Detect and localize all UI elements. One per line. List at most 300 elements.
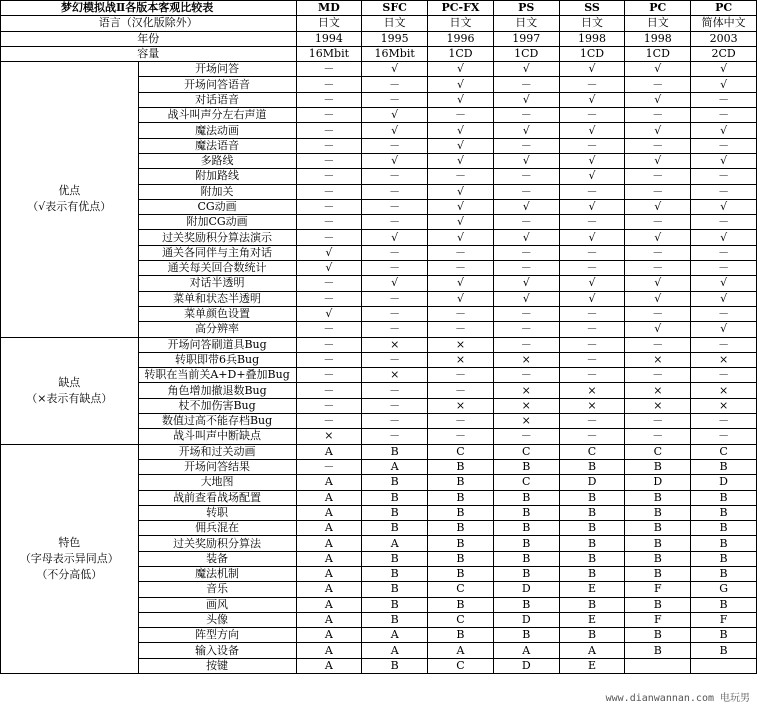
feature-cell: √ [625,291,691,306]
feature-cell: B [691,551,757,566]
meta-cell: 1CD [428,46,494,61]
feature-cell: √ [428,77,494,92]
table-row [1,337,757,352]
feature-cell: B [428,551,494,566]
feature-cell: B [559,551,625,566]
feature-cell: B [691,628,757,643]
meta-cell: 1CD [493,46,559,61]
feature-cell: × [493,414,559,429]
feature-cell: B [428,628,494,643]
feature-cell: － [691,138,757,153]
table-row [1,444,757,459]
table-title: 梦幻模拟战Ⅱ各版本客观比较表 [1,1,297,16]
feature-cell: × [691,383,757,398]
feature-cell: √ [493,92,559,107]
meta-cell: 简体中文 [691,16,757,31]
platform-header: SS [559,1,625,16]
feature-cell: － [691,368,757,383]
feature-cell: √ [625,276,691,291]
feature-cell: － [428,414,494,429]
feature-cell: － [493,245,559,260]
feature-label: 开场问答结果 [138,459,296,474]
feature-cell: A [559,643,625,658]
feature-cell: － [493,306,559,321]
meta-cell: 1995 [362,31,428,46]
feature-cell: √ [362,230,428,245]
feature-cell: － [296,459,362,474]
feature-cell: － [362,261,428,276]
section-label-line: 缺点 [58,375,81,389]
feature-cell: － [493,184,559,199]
feature-cell: A [296,658,362,673]
feature-cell: √ [493,123,559,138]
feature-cell: B [559,566,625,581]
feature-cell: － [691,429,757,444]
feature-cell: － [559,215,625,230]
feature-cell: － [625,245,691,260]
feature-cell: B [493,505,559,520]
feature-cell: － [362,322,428,337]
feature-cell: － [625,215,691,230]
feature-cell: A [296,566,362,581]
feature-cell: － [493,77,559,92]
platform-header: PC [625,1,691,16]
platform-header: MD [296,1,362,16]
feature-cell: B [559,490,625,505]
feature-cell: F [625,582,691,597]
feature-cell: － [428,261,494,276]
feature-label: 输入设备 [138,643,296,658]
meta-cell: 1996 [428,31,494,46]
feature-cell: － [559,368,625,383]
feature-cell: √ [296,245,362,260]
feature-cell: － [691,215,757,230]
table-row [1,62,757,77]
meta-cell: 日文 [428,16,494,31]
feature-cell: B [625,643,691,658]
meta-cell: 1998 [559,31,625,46]
feature-cell: D [559,475,625,490]
feature-cell: － [362,92,428,107]
feature-cell: － [559,138,625,153]
feature-label: 高分辨率 [138,322,296,337]
feature-cell: － [362,215,428,230]
feature-cell: B [625,551,691,566]
feature-cell: E [559,658,625,673]
meta-cell: 1CD [625,46,691,61]
feature-cell: A [296,521,362,536]
feature-label: 音乐 [138,582,296,597]
platform-header: PS [493,1,559,16]
feature-cell: √ [691,62,757,77]
feature-cell: － [362,383,428,398]
feature-cell: √ [428,153,494,168]
feature-cell: A [493,643,559,658]
meta-cell: 1CD [559,46,625,61]
feature-cell: √ [362,108,428,123]
feature-cell: √ [625,230,691,245]
feature-label: 魔法语音 [138,138,296,153]
feature-cell: √ [559,153,625,168]
section-label-line: （√表示有优点） [27,200,112,214]
feature-cell: － [691,414,757,429]
feature-label: 装备 [138,551,296,566]
feature-cell: × [296,429,362,444]
feature-cell: A [296,505,362,520]
feature-cell: B [428,536,494,551]
feature-cell: － [493,261,559,276]
feature-cell: A [362,459,428,474]
feature-cell: E [559,582,625,597]
feature-label: 过关奖励积分算法演示 [138,230,296,245]
feature-cell: √ [625,199,691,214]
feature-cell: B [559,628,625,643]
feature-cell: － [625,368,691,383]
feature-cell: － [625,306,691,321]
feature-cell: － [493,429,559,444]
feature-label: 对话语音 [138,92,296,107]
feature-cell: × [625,383,691,398]
feature-cell: √ [625,153,691,168]
feature-cell: － [559,108,625,123]
platform-header: PC-FX [428,1,494,16]
meta-cell: 日文 [362,16,428,31]
feature-cell: B [691,597,757,612]
feature-label: 开场问答刷道具Bug [138,337,296,352]
feature-cell: － [296,352,362,367]
feature-cell: － [691,306,757,321]
feature-cell: √ [691,123,757,138]
feature-cell: F [691,612,757,627]
feature-cell: － [493,108,559,123]
feature-cell: － [296,62,362,77]
feature-cell: － [691,245,757,260]
feature-label: 杖不加伤害Bug [138,398,296,413]
feature-cell: × [559,398,625,413]
feature-cell: B [493,628,559,643]
feature-cell: × [625,398,691,413]
feature-cell: D [493,612,559,627]
feature-cell: － [362,199,428,214]
feature-cell: B [362,597,428,612]
feature-cell: √ [559,62,625,77]
feature-cell: － [493,368,559,383]
feature-cell: √ [428,276,494,291]
feature-cell: B [625,490,691,505]
feature-label: 阵型方向 [138,628,296,643]
watermark-text: www.dianwannan.com 电玩男 [605,693,750,704]
feature-cell: B [428,521,494,536]
feature-label: 转职即带6兵Bug [138,352,296,367]
feature-cell: － [428,383,494,398]
feature-cell: E [559,612,625,627]
feature-label: 菜单和状态半透明 [138,291,296,306]
feature-cell: B [625,597,691,612]
feature-label: 附加CG动画 [138,215,296,230]
feature-cell: √ [493,62,559,77]
feature-cell: － [559,184,625,199]
feature-cell: B [625,536,691,551]
feature-cell: √ [625,322,691,337]
feature-cell: B [691,643,757,658]
feature-cell: B [691,521,757,536]
feature-cell: A [296,628,362,643]
feature-cell: √ [691,276,757,291]
feature-cell: A [362,628,428,643]
feature-cell: － [625,138,691,153]
feature-cell: B [493,536,559,551]
feature-cell: √ [362,276,428,291]
feature-cell: B [625,459,691,474]
feature-label: 战斗叫声中断缺点 [138,429,296,444]
feature-label: 角色增加撤退数Bug [138,383,296,398]
feature-cell: √ [559,291,625,306]
feature-cell: × [625,352,691,367]
feature-cell: B [625,521,691,536]
feature-label: 附加关 [138,184,296,199]
feature-cell: B [362,444,428,459]
feature-cell: B [362,582,428,597]
feature-cell: √ [493,153,559,168]
feature-label: 转职在当前关A+D+叠加Bug [138,368,296,383]
feature-cell: A [362,643,428,658]
feature-cell: √ [362,153,428,168]
feature-cell: － [296,215,362,230]
feature-label: 战斗叫声分左右声道 [138,108,296,123]
meta-row [1,46,757,61]
feature-label: 通关每关回合数统计 [138,261,296,276]
feature-cell: √ [296,306,362,321]
feature-cell: － [428,368,494,383]
feature-cell: √ [428,215,494,230]
feature-cell: C [493,444,559,459]
feature-cell: － [559,337,625,352]
feature-cell: √ [428,92,494,107]
feature-cell: － [296,398,362,413]
feature-cell: C [428,444,494,459]
feature-cell: B [691,505,757,520]
section-label [1,444,139,673]
feature-cell [625,658,691,673]
feature-label: 按键 [138,658,296,673]
feature-cell: × [428,352,494,367]
feature-cell: － [296,108,362,123]
feature-cell: √ [493,199,559,214]
feature-cell: － [625,108,691,123]
feature-cell [691,658,757,673]
feature-cell: － [428,306,494,321]
feature-cell: √ [362,62,428,77]
feature-cell: － [296,92,362,107]
feature-cell: B [362,566,428,581]
feature-cell: － [362,398,428,413]
feature-cell: C [559,444,625,459]
feature-cell: B [493,521,559,536]
feature-cell: F [625,612,691,627]
header-row [1,1,757,16]
feature-cell: A [296,612,362,627]
feature-cell: B [625,628,691,643]
feature-label: 过关奖励积分算法 [138,536,296,551]
feature-cell: D [625,475,691,490]
section-label-line: （字母表示异同点） [19,551,119,565]
section-label-line: （×表示有缺点） [26,391,113,405]
meta-label: 容量 [1,46,297,61]
feature-label: 菜单颜色设置 [138,306,296,321]
feature-cell: A [428,643,494,658]
feature-cell: √ [625,62,691,77]
feature-cell: √ [428,230,494,245]
meta-cell: 1994 [296,31,362,46]
feature-cell: × [493,352,559,367]
feature-cell: √ [493,230,559,245]
feature-cell: － [559,261,625,276]
feature-cell: B [362,475,428,490]
meta-cell: 日文 [559,16,625,31]
feature-cell: － [296,184,362,199]
platform-header: SFC [362,1,428,16]
feature-cell: √ [691,77,757,92]
feature-label: 附加路线 [138,169,296,184]
feature-cell: × [691,398,757,413]
feature-label: 佣兵混在 [138,521,296,536]
feature-cell: √ [559,230,625,245]
feature-label: 魔法动画 [138,123,296,138]
feature-cell: － [493,215,559,230]
feature-cell: － [625,184,691,199]
feature-cell: B [428,566,494,581]
feature-cell: B [428,459,494,474]
meta-cell: 16Mbit [362,46,428,61]
feature-cell: B [493,597,559,612]
meta-cell: 2CD [691,46,757,61]
feature-cell: － [362,245,428,260]
feature-cell: － [691,169,757,184]
feature-cell: √ [625,92,691,107]
feature-cell: － [362,291,428,306]
feature-label: 大地图 [138,475,296,490]
feature-cell: － [691,261,757,276]
feature-cell: √ [362,123,428,138]
feature-cell: × [559,383,625,398]
feature-cell: × [493,398,559,413]
feature-label: 数值过高不能存档Bug [138,414,296,429]
feature-cell: D [493,582,559,597]
feature-cell: √ [691,153,757,168]
feature-cell: √ [493,276,559,291]
feature-cell: － [493,337,559,352]
feature-cell: － [362,77,428,92]
feature-label: 开场问答语音 [138,77,296,92]
feature-cell: － [296,368,362,383]
feature-cell: － [296,322,362,337]
feature-cell: － [428,245,494,260]
feature-cell: B [362,490,428,505]
feature-cell: － [559,429,625,444]
feature-cell: B [559,505,625,520]
feature-cell: － [362,429,428,444]
feature-cell: √ [559,92,625,107]
feature-cell: B [362,658,428,673]
feature-cell: √ [559,199,625,214]
meta-cell: 日文 [625,16,691,31]
feature-cell: √ [493,291,559,306]
feature-cell: × [428,398,494,413]
feature-cell: √ [559,276,625,291]
feature-cell: √ [428,199,494,214]
feature-cell: × [362,337,428,352]
feature-cell: √ [296,261,362,276]
meta-cell: 1997 [493,31,559,46]
section-label-line: （不分高低） [36,567,103,581]
feature-cell: － [625,337,691,352]
meta-cell: 日文 [493,16,559,31]
feature-cell: － [625,261,691,276]
feature-cell: － [362,414,428,429]
feature-cell: B [428,475,494,490]
feature-cell: － [493,169,559,184]
feature-cell: － [296,153,362,168]
feature-cell: C [428,612,494,627]
feature-cell: A [296,444,362,459]
feature-cell: － [362,306,428,321]
feature-cell: － [559,77,625,92]
feature-cell: C [428,582,494,597]
feature-cell: － [625,414,691,429]
feature-cell: － [296,123,362,138]
feature-cell: － [428,169,494,184]
feature-cell: － [296,414,362,429]
feature-cell: C [625,444,691,459]
feature-cell: √ [691,322,757,337]
feature-cell: － [691,184,757,199]
feature-cell: D [691,475,757,490]
feature-cell: － [362,138,428,153]
feature-cell: － [493,322,559,337]
meta-label: 年份 [1,31,297,46]
section-label-line: 优点 [58,184,81,198]
feature-label: CG动画 [138,199,296,214]
feature-cell: － [362,352,428,367]
feature-cell: A [296,582,362,597]
feature-cell: － [296,230,362,245]
feature-cell: × [428,337,494,352]
feature-cell: － [559,352,625,367]
feature-cell: B [559,536,625,551]
feature-cell: － [625,169,691,184]
feature-cell: A [296,551,362,566]
feature-cell: － [296,199,362,214]
feature-cell: B [691,566,757,581]
meta-cell: 16Mbit [296,46,362,61]
feature-cell: B [493,566,559,581]
feature-label: 头像 [138,612,296,627]
meta-cell: 2003 [691,31,757,46]
feature-cell: － [559,306,625,321]
feature-cell: B [428,597,494,612]
meta-row [1,31,757,46]
feature-cell: － [559,245,625,260]
feature-cell: B [362,505,428,520]
feature-cell: － [296,276,362,291]
feature-cell: B [493,459,559,474]
feature-cell: － [296,77,362,92]
feature-cell: B [691,536,757,551]
feature-cell: √ [559,169,625,184]
feature-cell: B [362,612,428,627]
section-label-line: 特色 [58,535,81,549]
feature-cell: A [362,536,428,551]
